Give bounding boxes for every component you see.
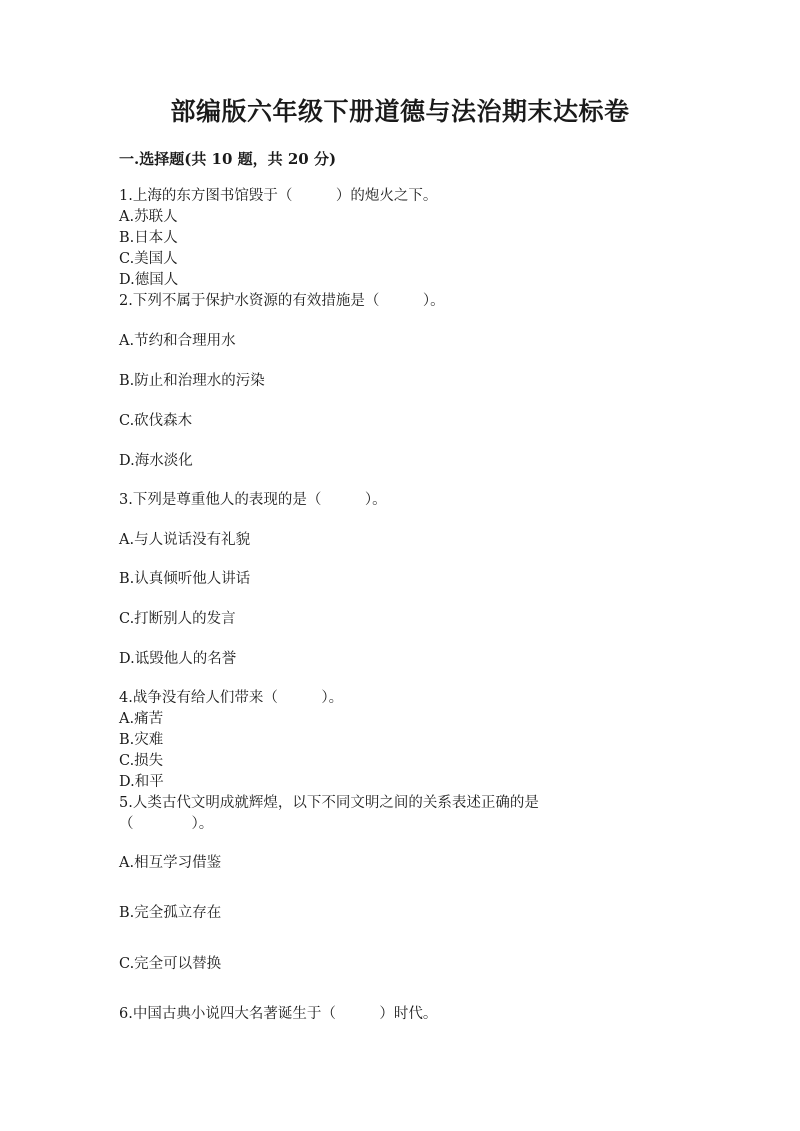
question-6-stem: 6.中国古典小说四大名著诞生于（ ）时代。	[119, 1006, 438, 1022]
question-5-stem-line-2: （ ）。	[119, 816, 214, 832]
question-2-stem: 2.下列不属于保护水资源的有效措施是（ ）。	[119, 293, 445, 309]
question-4-stem: 4.战争没有给人们带来（ ）。	[119, 690, 344, 706]
question-4-option-d: D.和平	[119, 774, 164, 790]
question-4-option-a: A.痛苦	[119, 711, 164, 727]
question-3-stem: 3.下列是尊重他人的表现的是（ ）。	[119, 492, 387, 508]
question-5-stem-line-1: 5.人类古代文明成就辉煌，以下不同文明之间的关系表述正确的是	[119, 795, 539, 811]
question-3-option-d: D.诋毁他人的名誉	[119, 651, 237, 667]
question-1-option-c: C.美国人	[119, 251, 178, 267]
question-2-option-c: C.砍伐森木	[119, 413, 193, 429]
question-5-option-a: A.相互学习借鉴	[119, 855, 222, 871]
question-4-option-b: B.灾难	[119, 732, 164, 748]
section-heading: 一.选择题(共 10 题，共 20 分)	[119, 150, 337, 168]
question-4-option-c: C.损失	[119, 753, 164, 769]
question-5-option-b: B.完全孤立存在	[119, 905, 222, 921]
question-2-option-b: B.防止和治理水的污染	[119, 373, 265, 389]
question-2-option-d: D.海水淡化	[119, 453, 193, 469]
question-1-stem: 1.上海的东方图书馆毁于（ ）的炮火之下。	[119, 188, 438, 204]
question-2-option-a: A.节约和合理用水	[119, 333, 236, 349]
question-3-option-c: C.打断别人的发言	[119, 611, 236, 627]
question-5-option-c: C.完全可以替换	[119, 956, 222, 972]
question-3-option-b: B.认真倾听他人讲话	[119, 571, 251, 587]
question-1-option-b: B.日本人	[119, 230, 178, 246]
question-1-option-a: A.苏联人	[119, 209, 178, 225]
question-3-option-a: A.与人说话没有礼貌	[119, 532, 251, 548]
document-title: 部编版六年级下册道德与法治期末达标卷	[170, 97, 630, 126]
question-1-option-d: D.德国人	[119, 272, 179, 288]
